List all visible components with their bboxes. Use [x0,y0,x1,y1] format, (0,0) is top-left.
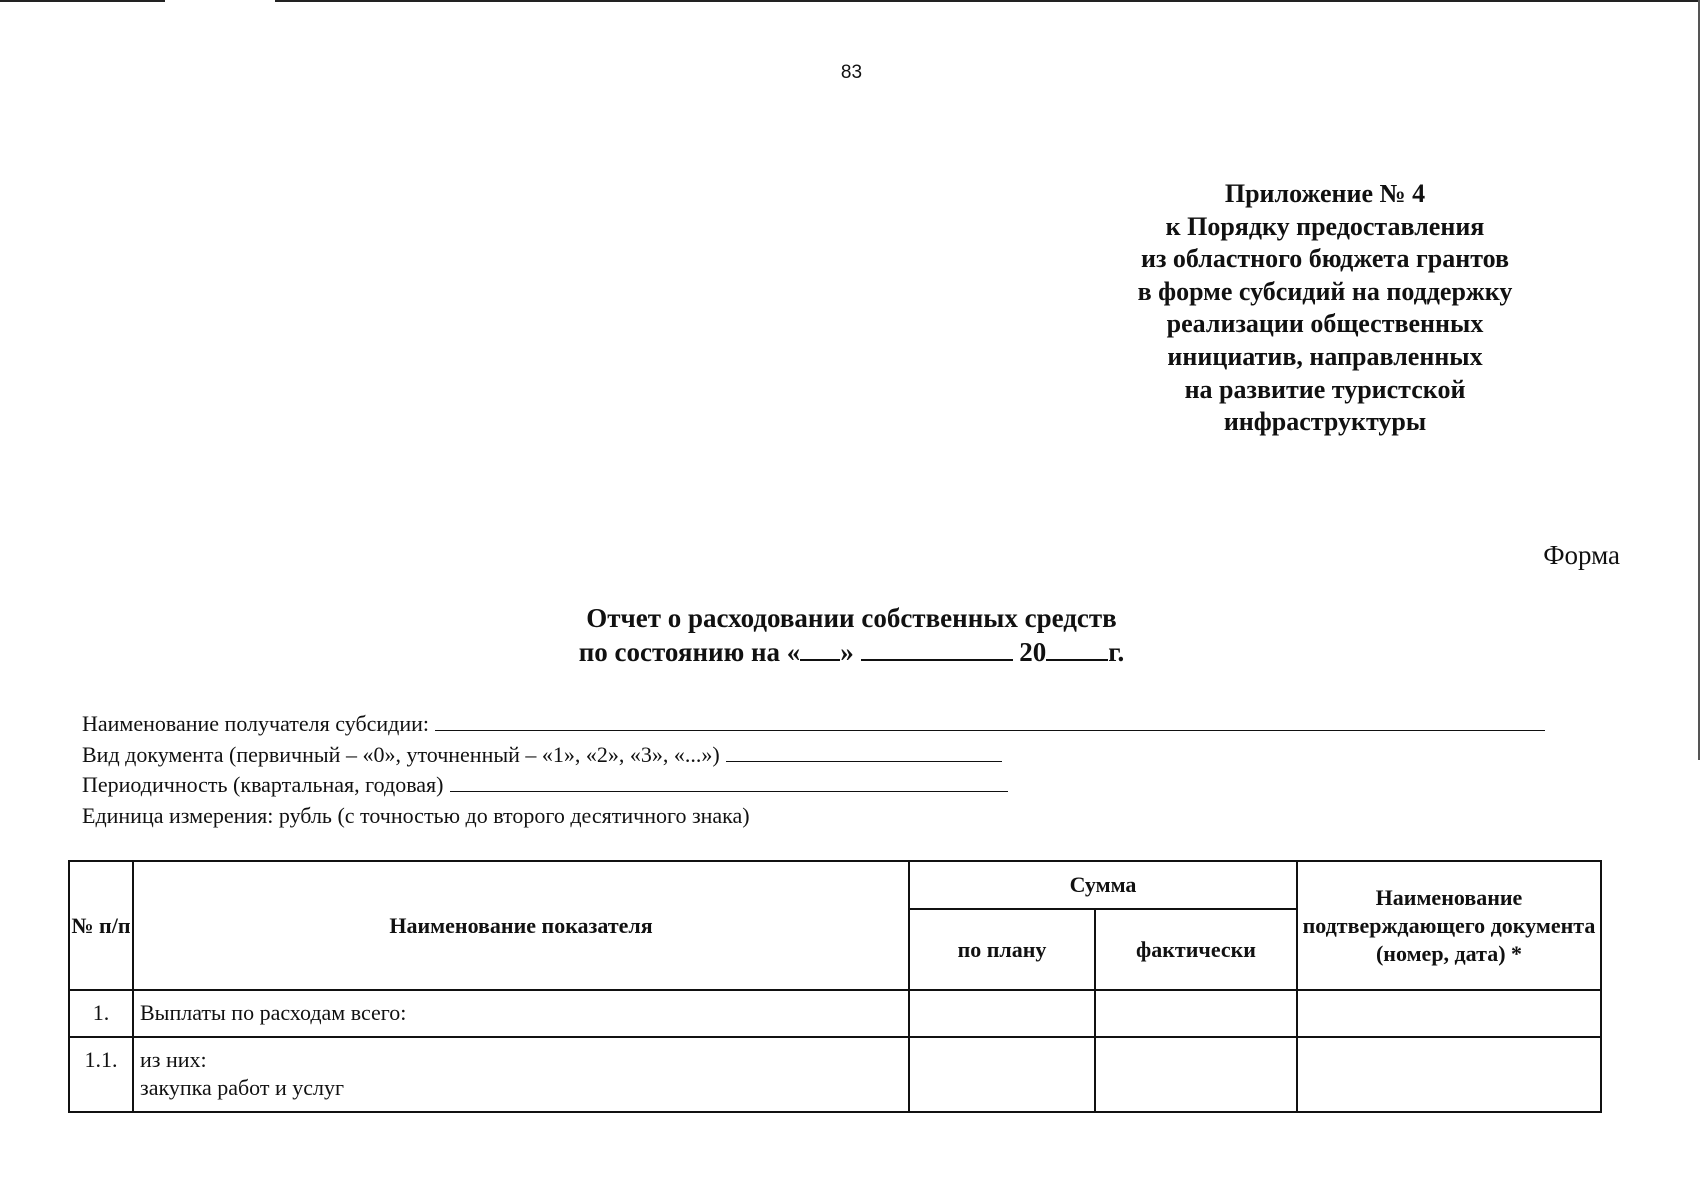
page-number: 83 [840,62,863,83]
row-doc-cell[interactable] [1297,990,1601,1037]
unit-label: Единица измерения: рубль (с точностью до второго десятичного знака) [82,802,750,828]
periodicity-input-line[interactable] [450,771,1008,792]
appendix-line: из областного бюджета грантов [1140,244,1510,274]
appendix-line: Приложение № 4 [1224,179,1426,208]
row-name [133,1037,909,1112]
row-fact-cell[interactable] [1095,990,1297,1037]
row-plan-cell[interactable] [909,1037,1095,1112]
year-blank[interactable] [1046,635,1108,661]
month-blank[interactable] [861,635,1013,661]
appendix-line: инфраструктуры [1223,407,1427,437]
scan-edge-line [0,0,165,2]
report-title-line2 [0,635,1703,669]
row-num: 1.1. [69,1037,133,1112]
report-date-year: 20 [1019,637,1047,667]
appendix-line: в форме субсидий на поддержку [1137,276,1513,306]
report-title [0,602,1703,669]
recipient-label: Наименование получателя субсидии: [82,711,430,736]
row-name-line: Выплаты по расходам всего: [140,1000,407,1025]
table-header-row [69,861,1601,909]
header-document: Наименование подтверждающего документа (номер, дата) * [1297,861,1601,990]
doc-type-field [82,740,1545,771]
row-plan-cell[interactable] [909,990,1095,1037]
header-indicator-name: Наименование показателя [133,861,909,990]
header-num: № п/п [69,861,133,990]
row-fact-cell[interactable] [1095,1037,1297,1112]
row-num: 1. [69,990,133,1037]
form-label: Форма [1543,540,1620,570]
appendix-line: инициатив, направленных [1167,341,1483,371]
row-name [133,990,909,1037]
day-blank[interactable] [800,635,840,661]
appendix-line: к Порядку предоставления [1165,211,1485,241]
report-table [68,860,1602,1113]
header-sum: Сумма [909,861,1297,909]
appendix-line: реализации общественных [1166,309,1484,339]
header-fact: фактически [1095,909,1297,990]
recipient-field [82,709,1545,740]
recipient-input-line[interactable] [435,710,1545,731]
header-plan: по плану [909,909,1095,990]
appendix-heading [1090,178,1560,439]
doc-type-label: Вид документа (первичный – «0», уточненный – «1», «2», «3», «...») [82,741,720,767]
appendix-line: на развитие туристской [1184,374,1466,404]
periodicity-label: Периодичность (квартальная, годовая) [82,772,444,797]
table-row [69,1037,1601,1112]
scan-edge-line [275,0,1698,2]
report-date-quote: » [840,637,854,667]
periodicity-field [82,770,1545,801]
row-name-line: закупка работ и услуг [140,1075,345,1100]
report-title-line1: Отчет о расходовании собственных средств [586,603,1117,633]
table-row [69,990,1601,1037]
doc-type-input-line[interactable] [726,741,1002,762]
report-date-prefix: по состоянию на « [578,637,801,667]
report-fields [82,709,1545,831]
row-doc-cell[interactable] [1297,1037,1601,1112]
report-date-suffix: г. [1108,637,1125,667]
unit-field [82,801,1545,832]
row-name-line: из них: [140,1047,207,1072]
